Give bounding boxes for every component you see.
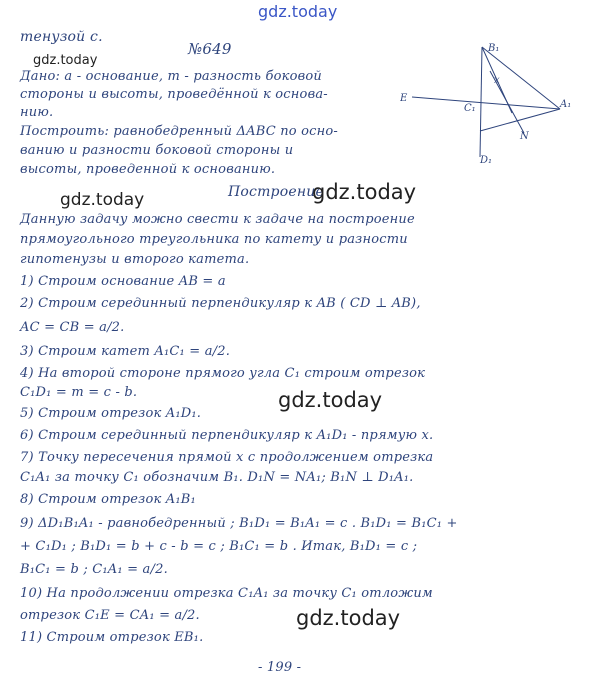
construction-heading: Построение [228,184,324,200]
intro-line-2: прямоугольного треугольника по катету и разности [20,232,408,247]
step-11: 11) Строим отрезок EB₁. [20,630,204,645]
step-9: 9) ΔD₁B₁A₁ - равнобедренный ; B₁D₁ = B₁A₁ = c . B₁D₁ = B₁C₁ + [20,516,458,531]
step-2: 2) Строим серединный перпендикуляр к AB ( CD ⊥ AB), [20,296,421,311]
construct-line-3: высоты, проведенной к основанию. [20,162,276,177]
step-4: 4) На второй стороне прямого угла C₁ строим отрезок [20,366,426,381]
problem-number: №649 [188,40,232,58]
figure-label-d1: D₁ [480,155,493,165]
figure-label-e: E [400,93,408,104]
intro-line-3: гипотенузы и второго катета. [20,252,250,267]
watermark-bottom: gdz.today [296,606,401,630]
watermark-mid: gdz.today [312,180,417,204]
watermark-center: gdz.today [278,388,383,412]
figure-label-c1: C₁ [464,103,476,114]
figure-label-x: x [494,75,500,86]
figure-label-a1: A₁ [560,99,572,110]
watermark-small: gdz.today [33,53,98,68]
step-2-cont: AC = CB = a/2. [20,320,125,335]
step-6: 6) Строим серединный перпендикуляр к A₁D₁ - прямую x. [20,428,434,443]
figure-label-n: N [520,131,529,142]
step-7: 7) Точку пересечения прямой x с продолжением отрезка [20,450,434,465]
page-number: - 199 - [258,660,302,675]
given-line-1: Дано: a - основание, m - разность боковой [20,69,323,84]
step-10-cont: отрезок C₁E = CA₁ = a/2. [20,608,200,623]
figure-line-e-a1 [412,97,560,109]
construct-line-1: Построить: равнобедренный ΔABC по осно- [20,124,339,139]
step-9-cont-2: B₁C₁ = b ; C₁A₁ = a/2. [20,562,168,577]
construction-figure [400,35,580,165]
step-5: 5) Строим отрезок A₁D₁. [20,406,202,421]
step-3: 3) Строим катет A₁C₁ = a/2. [20,344,231,359]
header-fragment: тенузой с. [20,29,103,45]
figure-label-b1: B₁ [488,43,500,54]
step-10: 10) На продолжении отрезка C₁A₁ за точку C₁ отложим [20,586,433,601]
given-line-2: стороны и высоты, проведённой к основа- [20,87,328,102]
watermark-top: gdz.today [258,2,338,21]
figure-line-d1-a1 [480,109,560,131]
given-line-3: нию. [20,105,54,120]
figure-line-b1-vertical [480,47,482,157]
step-7-cont: C₁A₁ за точку C₁ обозначим B₁. D₁N = NA₁; B₁N ⊥ D₁A₁. [20,470,414,485]
construct-line-2: ванию и разности боковой стороны и [20,143,294,158]
watermark-left: gdz.today [60,190,145,210]
step-8: 8) Строим отрезок A₁B₁ [20,492,196,507]
step-1: 1) Строим основание AB = a [20,274,226,289]
intro-line-1: Данную задачу можно свести к задаче на построение [20,212,415,227]
step-4-cont: C₁D₁ = m = c - b. [20,385,138,400]
step-9-cont-1: + C₁D₁ ; B₁D₁ = b + c - b = c ; B₁C₁ = b . Итак, B₁D₁ = c ; [20,539,418,554]
